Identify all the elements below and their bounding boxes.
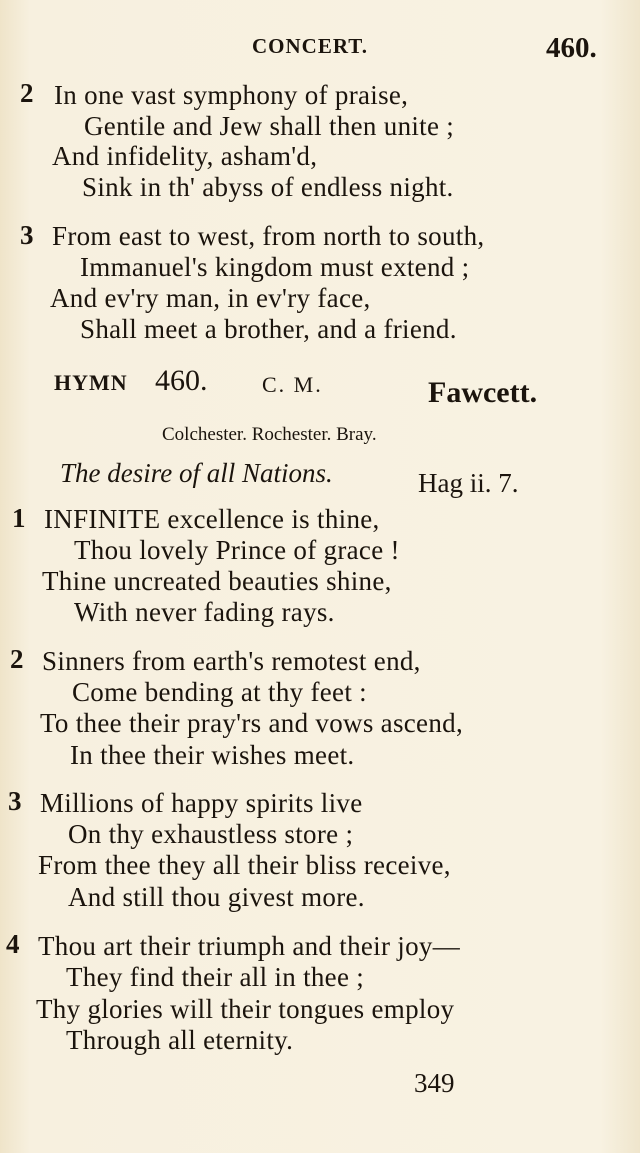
hymn-number-top: 460. — [546, 32, 597, 64]
verse-line: Thou art their triumph and their joy— — [38, 931, 461, 961]
stanza-number: 3 — [20, 220, 34, 250]
verse-line: INFINITE excellence is thine, — [44, 504, 380, 534]
running-head: CONCERT. — [252, 34, 368, 58]
verse-line: And still thou givest more. — [68, 882, 365, 912]
verse-line: Thou lovely Prince of grace ! — [74, 535, 400, 565]
verse-line: Thine uncreated beauties shine, — [42, 566, 392, 596]
verse-line: And ev'ry man, in ev'ry face, — [50, 283, 371, 313]
tune-names: Colchester. Rochester. Bray. — [162, 424, 377, 445]
hymn-composer: Fawcett. — [428, 376, 538, 409]
verse-line: Through all eternity. — [66, 1025, 294, 1055]
verse-line: They find their all in thee ; — [66, 962, 365, 992]
stanza-number: 3 — [8, 786, 22, 816]
hymn-meter: C. M. — [262, 372, 323, 397]
verse-line: To thee their pray'rs and vows ascend, — [40, 708, 463, 738]
verse-line: With never fading rays. — [74, 597, 335, 627]
page-number: 349 — [414, 1068, 455, 1098]
verse-line: And infidelity, asham'd, — [52, 141, 318, 171]
stanza-number: 1 — [12, 503, 26, 533]
hymn-subject: The desire of all Nations. — [60, 458, 333, 488]
stanza-number: 4 — [6, 929, 20, 959]
verse-line: In thee their wishes meet. — [70, 740, 355, 770]
verse-line: Thy glories will their tongues employ — [36, 994, 455, 1024]
verse-line: Millions of happy spirits live — [40, 788, 363, 818]
verse-line: In one vast symphony of praise, — [54, 80, 409, 110]
scripture-reference: Hag ii. 7. — [418, 468, 519, 498]
stanza-number: 2 — [10, 644, 24, 674]
verse-line: Sinners from earth's remotest end, — [42, 646, 421, 676]
hymn-label: HYMN — [54, 370, 128, 395]
verse-line: Shall meet a brother, and a friend. — [80, 314, 457, 344]
verse-line: Sink in th' abyss of endless night. — [82, 172, 454, 202]
verse-line: On thy exhaustless store ; — [68, 819, 354, 849]
verse-line: From thee they all their bliss receive, — [38, 850, 451, 880]
hymn-number: 460. — [155, 364, 208, 397]
verse-line: Immanuel's kingdom must extend ; — [80, 252, 470, 282]
verse-line: From east to west, from north to south, — [52, 221, 485, 251]
verse-line: Come bending at thy feet : — [72, 677, 367, 707]
stanza-number: 2 — [20, 78, 34, 108]
verse-line: Gentile and Jew shall then unite ; — [84, 111, 455, 141]
